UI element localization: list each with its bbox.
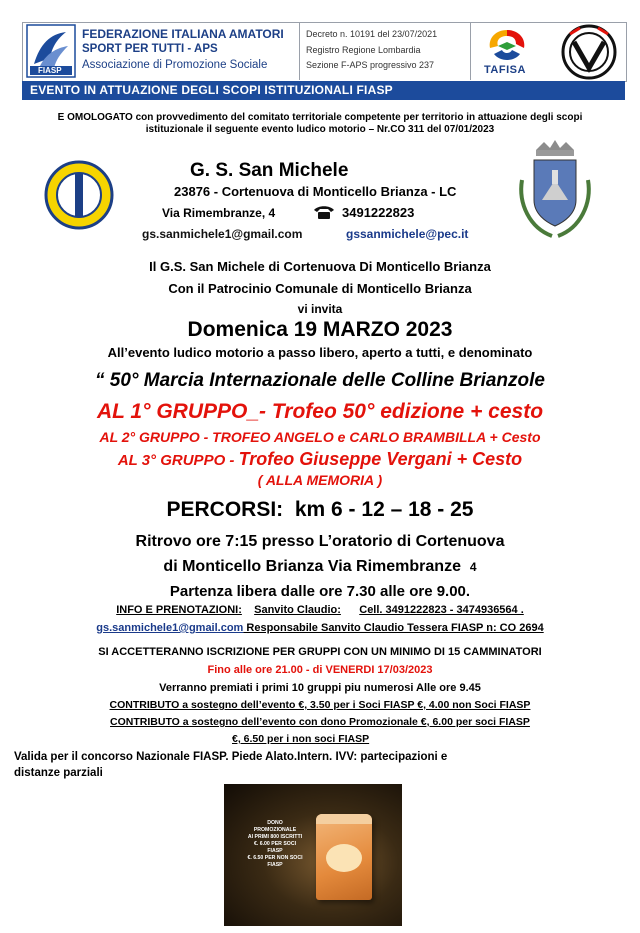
invite-line-2: Con il Patrocinio Comunale di Monticello Brianza xyxy=(168,281,472,296)
meeting-street: di Monticello Brianza Via Rimembranze xyxy=(163,558,461,575)
routes-label: PERCORSI: xyxy=(166,498,284,521)
prize-third xyxy=(0,449,640,470)
club-phone: 3491222823 xyxy=(342,205,415,220)
club-badge xyxy=(44,160,114,230)
contribution-line-1: CONTRIBUTO a sostegno dell’evento €, 3.50 per i Soci FIASP €, 4.00 non Soci FIASP xyxy=(109,699,531,711)
prize-memory: ( ALLA MEMORIA ) xyxy=(257,472,383,488)
validity-line-2: distanze parziali xyxy=(14,767,103,779)
club-badge-mark xyxy=(44,160,114,230)
prize-third-label: AL 3° GRUPPO - xyxy=(117,452,239,469)
prize-third-trophy: Trofeo Giuseppe Vergani + Cesto xyxy=(238,449,523,469)
tafisa-logo xyxy=(480,26,534,78)
club-name: G. S. San Michele xyxy=(190,160,349,181)
header-divider xyxy=(470,22,471,80)
gift-bag-top xyxy=(316,814,372,824)
fiasp-logo xyxy=(26,24,76,78)
crest-mark xyxy=(514,140,596,248)
routes-km: km 6 - 12 – 18 - 25 xyxy=(294,498,474,521)
tafisa-text: TAFISA xyxy=(484,64,526,76)
info-cell: Cell. 3491222823 - 3474936564 . xyxy=(359,604,524,616)
info-email-line xyxy=(0,622,640,634)
event-date: Domenica 19 MARZO 2023 xyxy=(187,318,453,341)
tafisa-logo-mark xyxy=(480,26,534,66)
header-divider xyxy=(299,22,300,80)
homologation-line-1: E OMOLOGATO con provvedimento del comitato territoriale competente per territorio in attuazione degli scopi xyxy=(57,112,583,123)
contribution-line-2: CONTRIBUTO a sostegno dell’evento con dono Promozionale €, 6.00 per soci FIASP xyxy=(110,716,530,728)
federation-line-3: Associazione di Promozione Sociale xyxy=(82,59,268,71)
photo-caption: DONO PROMOZIONALE AI PRIMI 800 ISCRITTI €. 6.00 PER SOCI FIASP €. 6.50 PER NON SOCI FIASP xyxy=(247,820,303,868)
ivv-logo-mark xyxy=(560,24,618,80)
info-responsible: Responsabile Sanvito Claudio Tessera FIASP n: CO 2694 xyxy=(243,622,544,634)
promo-gift-photo xyxy=(224,784,402,926)
prize-first: AL 1° GRUPPO_- Trofeo 50° edizione + cesto xyxy=(96,400,544,423)
validity-line-1: Valida per il concorso Nazionale FIASP. Piede Alato.Intern. IVV: partecipazioni e xyxy=(14,751,448,763)
gift-bag xyxy=(316,814,372,900)
homologation-line-2: istituzionale il seguente evento ludico motorio – Nr.CO 311 del 07/01/2023 xyxy=(145,124,495,135)
info-label: INFO E PRENOTAZIONI: xyxy=(116,604,242,616)
club-address: 23876 - Cortenuova di Monticello Brianza - LC xyxy=(174,184,457,199)
meeting-street-number: 4 xyxy=(469,560,477,574)
meeting-line-2 xyxy=(0,558,640,576)
phone-icon-mark xyxy=(312,204,336,220)
gift-bag-label xyxy=(326,844,362,872)
invite-line-1: Il G.S. San Michele di Cortenuova Di Monticello Brianza xyxy=(149,259,491,274)
phone-icon xyxy=(312,204,336,220)
meeting-line-1: Ritrovo ore 7:15 presso L’oratorio di Cortenuova xyxy=(135,533,505,550)
start-time: Partenza libera dalle ore 7.30 alle ore 9.00. xyxy=(169,583,471,600)
decree-line-3: Sezione F-APS progressivo 237 xyxy=(306,60,435,70)
municipality-crest xyxy=(514,140,596,248)
fiasp-logo-text: FIASP xyxy=(38,66,62,75)
event-intro: All’evento ludico motorio a passo libero, aperto a tutti, e denominato xyxy=(107,345,533,360)
ivv-logo xyxy=(560,24,618,80)
decree-line-1: Decreto n. 10191 del 23/07/2021 xyxy=(306,29,438,39)
federation-line-2: SPORT PER TUTTI - APS xyxy=(82,43,218,55)
event-banner: EVENTO IN ATTUAZIONE DEGLI SCOPI ISTITUZIONALI FIASP xyxy=(22,81,625,100)
invite-line-3: vi invita xyxy=(297,302,343,316)
club-street: Via Rimembranze, 4 xyxy=(162,206,276,220)
contribution-line-3: €, 6.50 per i non soci FIASP xyxy=(232,733,370,745)
decree-line-2: Registro Regione Lombardia xyxy=(306,45,421,55)
registration-awards: Verranno premiati i primi 10 gruppi piu numerosi Alle ore 9.45 xyxy=(159,682,481,694)
club-pec[interactable]: gssanmichele@pec.it xyxy=(346,227,469,241)
federation-line-1: FEDERAZIONE ITALIANA AMATORI xyxy=(82,27,284,41)
club-email[interactable]: gs.sanmichele1@gmail.com xyxy=(142,227,303,241)
routes xyxy=(0,498,640,522)
info-contact: Sanvito Claudio: xyxy=(254,604,341,616)
info-line xyxy=(0,604,640,616)
registration-groups: SI ACCETTERANNO ISCRIZIONE PER GRUPPI CON UN MINIMO DI 15 CAMMINATORI xyxy=(98,646,542,658)
event-title: “ 50° Marcia Internazionale delle Colline Brianzole xyxy=(94,370,545,391)
registration-deadline: Fino alle ore 21.00 - di VENERDI 17/03/2023 xyxy=(207,664,433,676)
prize-second: AL 2° GRUPPO - TROFEO ANGELO e CARLO BRAMBILLA + Cesto xyxy=(99,429,541,445)
info-email-link[interactable]: gs.sanmichele1@gmail.com xyxy=(96,622,244,634)
